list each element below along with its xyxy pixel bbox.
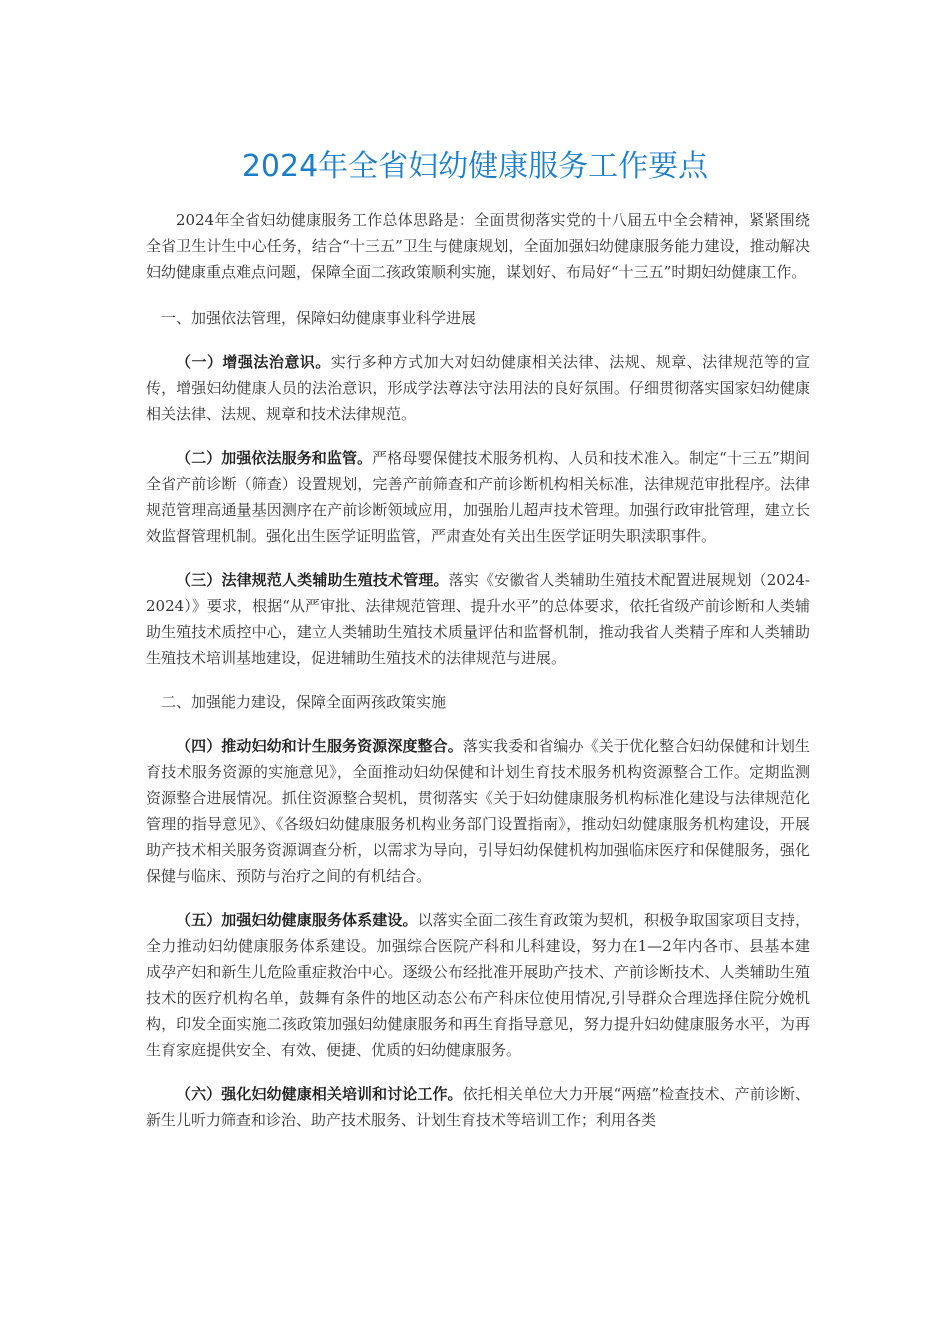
item-paragraph-3 <box>146 567 810 671</box>
item-lead-5: （五）加强妇幼健康服务体系建设。 <box>176 911 418 929</box>
document-body <box>146 207 810 1151</box>
document-title: 2024年全省妇幼健康服务工作要点 <box>241 149 709 184</box>
item-paragraph-1 <box>146 349 810 427</box>
item-lead-6: （六）强化妇幼健康相关培训和讨论工作。 <box>176 1085 463 1103</box>
item-text-2: 严格母婴保健技术服务机构、人员和技术准入。制定“十三五”期间全省产前诊断（筛查）设置规划，完善产前筛查和产前诊断机构相关标准，法律规范审批程序。法律规范管理高通量基因测序在产前诊断领域应用，加强胎儿超声技术管理。加强行政审批管理，建立长效监督管理机制。强化出生医学证明监管，严肃查处有关出生医学证明失职渎职事件。 <box>146 449 810 545</box>
item-lead-2: （二）加强依法服务和监管。 <box>176 449 373 467</box>
item-paragraph-5 <box>146 907 810 1063</box>
item-text-5: 以落实全面二孩生育政策为契机，积极争取国家项目支持，全力推动妇幼健康服务体系建设。加强综合医院产科和儿科建设，努力在1—2年内各市、县基本建成孕产妇和新生儿危险重症救治中心。逐级公布经批准开展助产技术、产前诊断技术、人类辅助生殖技术的医疗机构名单，鼓舞有条件的地区动态公布产科床位使用情况,引导群众合理选择住院分娩机构，印发全面实施二孩政策加强妇幼健康服务和再生育指导意见，努力提升妇幼健康服务水平，为再生育家庭提供安全、有效、便捷、优质的妇幼健康服务。 <box>146 911 810 1059</box>
item-paragraph-4 <box>146 733 810 889</box>
item-paragraph-6 <box>146 1081 810 1133</box>
item-lead-4: （四）推动妇幼和计生服务资源深度整合。 <box>176 737 463 755</box>
item-lead-3: （三）法律规范人类辅助生殖技术管理。 <box>176 571 449 589</box>
item-paragraph-2 <box>146 445 810 549</box>
item-text-4: 落实我委和省编办《关于优化整合妇幼保健和计划生育技术服务资源的实施意见》，全面推动妇幼保健和计划生育技术服务机构资源整合工作。定期监测资源整合进展情况。抓住资源整合契机，贯彻落实《关于妇幼健康服务机构标准化建设与法律规范化管理的指导意见》、《各级妇幼健康服务机构业务部门设置指南》，推动妇幼健康服务机构建设，开展助产技术相关服务资源调查分析，以需求为导向，引导妇幼保健机构加强临床医疗和保健服务，强化保健与临床、预防与治疗之间的有机结合。 <box>146 737 810 885</box>
item-text-6: 依托相关单位大力开展“两癌”检查技术、产前诊断、新生儿听力筛查和诊治、助产技术服务、计划生育技术等培训工作；利用各类 <box>146 1085 810 1129</box>
section-heading-1: 一、加强依法管理，保障妇幼健康事业科学进展 <box>161 309 477 327</box>
item-text-1: 实行多种方式加大对妇幼健康相关法律、法规、规章、法律规范等的宣传，增强妇幼健康人员的法治意识，形成学法尊法守法用法的良好氛围。仔细贯彻落实国家妇幼健康相关法律、法规、规章和技术法律规范。 <box>146 353 810 423</box>
section-heading-2: 二、加强能力建设，保障全面两孩政策实施 <box>161 693 447 711</box>
intro-paragraph: 2024年全省妇幼健康服务工作总体思路是：全面贯彻落实党的十八届五中全会精神，紧紧围绕全省卫生计生中心任务，结合“十三五”卫生与健康规划，全面加强妇幼健康服务能力建设，推动解决妇幼健康重点难点问题，保障全面二孩政策顺利实施，谋划好、布局好“十三五”时期妇幼健康工作。 <box>146 211 810 281</box>
item-lead-1: （一）增强法治意识。 <box>176 353 331 371</box>
item-text-3: 落实《安徽省人类辅助生殖技术配置进展规划（2024-2024）》要求，根据“从严审批、法律规范管理、提升水平”的总体要求，依托省级产前诊断和人类辅助生殖技术质控中心，建立人类辅助生殖技术质量评估和监督机制，推动我省人类精子库和人类辅助生殖技术培训基地建设，促进辅助生殖技术的法律规范与进展。 <box>146 571 810 667</box>
